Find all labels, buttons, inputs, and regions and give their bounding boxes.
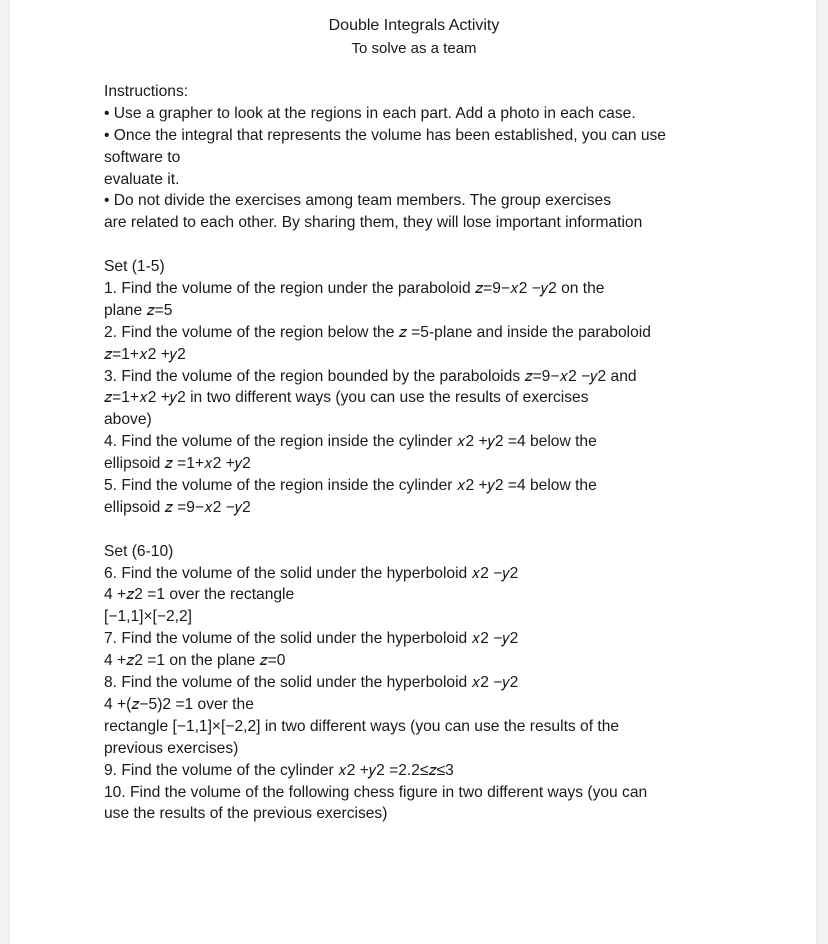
section-gap — [104, 234, 744, 256]
exercise-line: ellipsoid 𝑧 =1+𝑥2 +𝑦2 — [104, 455, 251, 473]
exercise-line: 1. Find the volume of the region under the paraboloid 𝑧=9−𝑥2 −𝑦2 on the — [104, 280, 605, 298]
document-subtitle: To solve as a team — [351, 40, 477, 57]
exercise-line: 4 +𝑧2 =1 on the plane 𝑧=0 — [104, 652, 286, 670]
exercise-line: 10. Find the volume of the following chess figure in two different ways (you can — [104, 783, 648, 801]
exercise-line: 5. Find the volume of the region inside the cylinder 𝑥2 +𝑦2 =4 below the — [104, 477, 597, 495]
instruction-line: • Once the integral that represents the volume has been established, you can use — [104, 126, 666, 144]
exercise-line: rectangle [−1,1]×[−2,2] in two different ways (you can use the results of the — [104, 717, 620, 735]
exercise-line: 8. Find the volume of the solid under the hyperboloid 𝑥2 −𝑦2 — [104, 674, 519, 692]
set-2-heading: Set (6-10) — [104, 542, 174, 560]
instructions-section — [104, 81, 744, 234]
exercise-line: above) — [104, 411, 152, 429]
instruction-line: software to — [104, 148, 181, 166]
exercise-line: 9. Find the volume of the cylinder 𝑥2 +𝑦2 =2.2≤𝑧≤3 — [104, 761, 454, 779]
exercise-line: 4 +𝑧2 =1 over the rectangle — [104, 586, 295, 604]
set-1-heading: Set (1-5) — [104, 258, 165, 276]
exercise-line: previous exercises) — [104, 739, 239, 757]
instruction-line: are related to each other. By sharing them, they will lose important information — [104, 214, 643, 232]
exercise-line: 2. Find the volume of the region below the 𝑧 =5-plane and inside the paraboloid — [104, 323, 651, 341]
exercise-line: ellipsoid 𝑧 =9−𝑥2 −𝑦2 — [104, 498, 251, 516]
exercise-line: [−1,1]×[−2,2] — [104, 608, 193, 626]
set-2-section — [104, 541, 744, 826]
exercise-line: 4. Find the volume of the region inside the cylinder 𝑥2 +𝑦2 =4 below the — [104, 433, 597, 451]
exercise-line: plane 𝑧=5 — [104, 301, 173, 319]
exercise-line: 3. Find the volume of the region bounded by the paraboloids 𝑧=9−𝑥2 −𝑦2 and — [104, 367, 637, 385]
exercise-line: 4 +(𝑧−5)2 =1 over the — [104, 695, 254, 713]
instruction-line: • Use a grapher to look at the regions in each part. Add a photo in each case. — [104, 104, 636, 122]
exercise-line: 7. Find the volume of the solid under the hyperboloid 𝑥2 −𝑦2 — [104, 630, 519, 648]
instruction-line: • Do not divide the exercises among team members. The group exercises — [104, 192, 612, 210]
instructions-heading: Instructions: — [104, 83, 189, 100]
exercise-line: 𝑧=1+𝑥2 +𝑦2 — [104, 345, 186, 363]
set-1-section — [104, 256, 744, 519]
document-title: Double Integrals Activity — [328, 17, 500, 34]
document-body — [104, 81, 744, 825]
exercise-line: 6. Find the volume of the solid under the hyperboloid 𝑥2 −𝑦2 — [104, 564, 519, 582]
instruction-line: evaluate it. — [104, 170, 180, 188]
exercise-line: use the results of the previous exercises) — [104, 805, 388, 823]
exercise-line: 𝑧=1+𝑥2 +𝑦2 in two different ways (you can use the results of exercises — [104, 389, 589, 407]
section-gap — [104, 519, 744, 541]
